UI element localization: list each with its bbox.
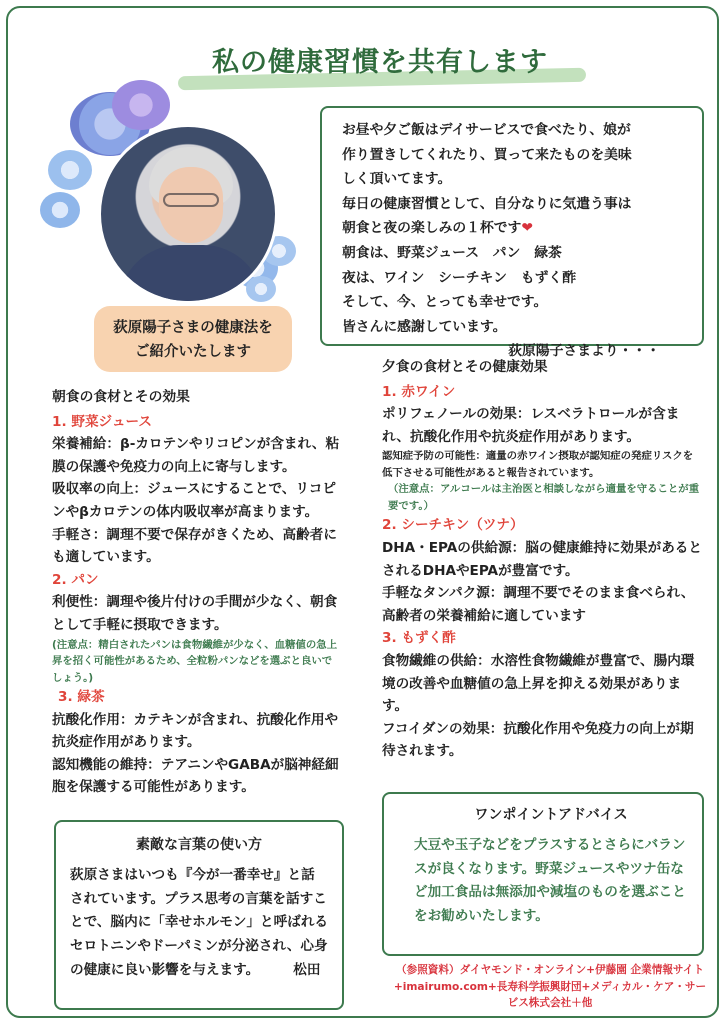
message-line: 朝食と夜の楽しみの１杯です❤ xyxy=(342,220,533,237)
dinner-note: （注意点：アルコールは主治医と相談しながら適量を守ることが重要です。） xyxy=(388,483,700,512)
breakfast-item-title: 3. 緑茶 xyxy=(58,689,105,706)
breakfast-item-title: 1. 野菜ジュース xyxy=(52,413,152,430)
message-line: そして、今、とっても幸せです。 xyxy=(342,294,548,311)
heart-icon: ❤ xyxy=(521,220,533,237)
breakfast-item-text: 抗酸化作用：カテキンが含まれ、抗酸化作用や抗炎症作用があります。 xyxy=(52,711,339,751)
dinner-section xyxy=(382,356,702,763)
message-line: 夜は、ワイン シーチキン もずく酢 xyxy=(342,269,576,286)
message-line: お昼や夕ご飯はデイサービスで食べたり、娘が xyxy=(342,122,631,138)
breakfast-heading: 朝食の食材とその効果 xyxy=(52,386,190,411)
dinner-item-title: 3. もずく酢 xyxy=(382,630,456,647)
portrait-caption xyxy=(94,306,292,372)
dinner-heading: 夕食の食材とその健康効果 xyxy=(382,356,548,381)
message-line: 朝食は、野菜ジュース パン 緑茶 xyxy=(342,244,562,261)
page-title: 私の健康習慣を共有します xyxy=(212,47,548,78)
breakfast-item-text: 手軽さ：調理不要で保存がきくため、高齢者にも適しています。 xyxy=(52,526,337,566)
kind-words-heading: 素敵な言葉の使い方 xyxy=(136,837,262,853)
advice-text: 大豆や玉子などをプラスするとさらにバランスが良くなります。野菜ジュースやツナ缶など加工食品は無添加や減塩のものを選ぶことをお勧めいたします。 xyxy=(414,836,686,925)
caption-line: ご紹介いたします xyxy=(135,344,251,360)
references: （参照資料）ダイヤモンド・オンライン+伊藤園 企業情報サイト+imairumo.com+長寿科学振興財団+メディカル・ケア・サービス株式会社＋他 xyxy=(393,964,707,1009)
dinner-item-text: フコイダンの効果：抗酸化作用や免疫力の向上が期待されます。 xyxy=(382,720,694,760)
kind-words-text: 荻原さまはいつも『今が一番幸せ』と話されています。プラス思考の言葉を話すことで、脳内に「幸せホルモン」と呼ばれるセロトニンやドーパミンが分泌され、心身の健康に良い影響を与えます。 松田 xyxy=(70,864,328,983)
breakfast-item-text: 栄養補給：β-カロテンやリコピンが含まれ、粘膜の保護や免疫力の向上に寄与します。 xyxy=(52,436,340,475)
dinner-item-text: 手軽なタンパク源：調理不要でそのまま食べられ、高齢者の栄養補給に適しています xyxy=(382,585,695,624)
breakfast-item-text: 利便性：調理や後片付けの手間が少なく、朝食として手軽に摂取できます。 xyxy=(52,594,338,633)
breakfast-item-text: 吸収率の向上：ジュースにすることで、リコピンやβカロテンの体内吸収率が高まります。 xyxy=(52,481,336,520)
advice-heading: ワンポイントアドバイス xyxy=(474,807,628,823)
kind-words-box xyxy=(54,820,344,1010)
breakfast-item-title: 2. パン xyxy=(52,571,99,588)
author-name: 松田 xyxy=(293,961,321,978)
dinner-item-text: 食物繊維の供給：水溶性食物繊維が豊富で、腸内環境の改善や血糖値の急上昇を抑える効果があります。 xyxy=(382,652,695,715)
breakfast-note: (注意点：精白されたパンは食物繊維が少なく、血糖値の急上昇を招く可能性があるため、全粒粉パンなどを選ぶと良いでしょう。) xyxy=(52,638,338,684)
message-line: 毎日の健康習慣として、自分なりに気遣う事は xyxy=(342,195,632,212)
message-signature: 荻原陽子さまより・・・ xyxy=(508,343,660,360)
message-box xyxy=(320,106,704,360)
dinner-item-title: 1. 赤ワイン xyxy=(382,383,456,400)
caption-line: 荻原陽子さまの健康法を xyxy=(113,320,273,336)
message-line: 作り置きしてくれたり、買って来たものを美味 xyxy=(342,146,632,163)
portrait-photo xyxy=(98,124,278,304)
dinner-item-title: 2. シーチキン（ツナ） xyxy=(382,517,524,534)
message-line: しく頂いてます。 xyxy=(342,171,452,188)
dinner-item-text: DHA・EPAの供給源：脳の健康維持に効果があるとされるDHAやEPAが豊富です。 xyxy=(382,539,702,579)
dinner-item-small-text: 認知症予防の可能性：適量の赤ワイン摂取が認知症の発症リスクを低下させる可能性があると報告されています。 xyxy=(382,450,694,479)
message-line: 皆さんに感謝しています。 xyxy=(342,318,507,335)
advice-box xyxy=(382,792,704,956)
dinner-item-text: ポリフェノールの効果：レスベラトロールが含まれ、抗酸化作用や抗炎症作用があります。 xyxy=(382,406,680,445)
breakfast-item-text: 認知機能の維持：テアニンやGABAが脳神経細胞を保護する可能性があります。 xyxy=(52,756,339,796)
breakfast-section xyxy=(52,386,342,799)
